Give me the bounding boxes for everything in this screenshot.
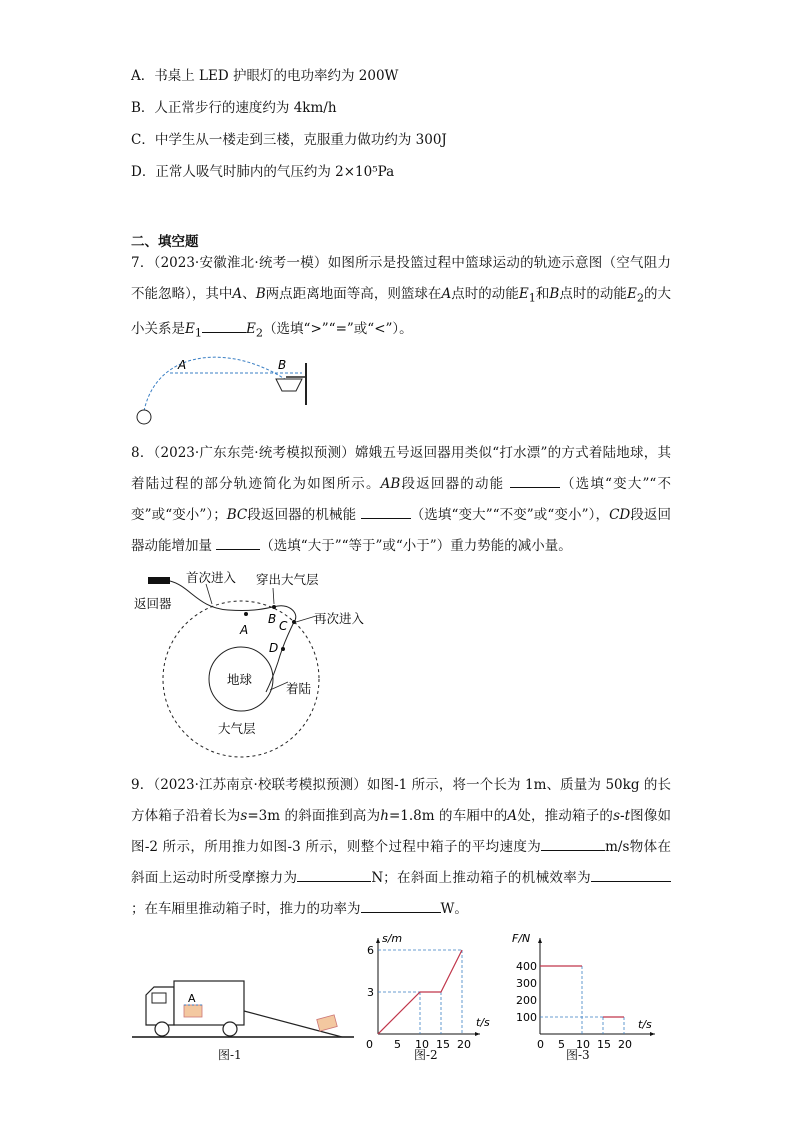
point-d-dot (281, 647, 285, 651)
blank-q7[interactable] (202, 318, 246, 333)
truck-figure (132, 965, 357, 1045)
x-tick-label: 10 (576, 1038, 590, 1051)
capsule-icon (148, 577, 170, 584)
point-c-dot (292, 620, 296, 624)
x-tick-label: 0 (537, 1038, 544, 1051)
front-wheel (155, 1022, 169, 1036)
option-d: D．正常人吸气时肺内的气压约为 2×10⁵Pa (131, 164, 395, 180)
y-axis-label: s/m (382, 932, 403, 945)
blank-q9-4[interactable] (361, 898, 441, 913)
y-axis-label: F/N (512, 932, 531, 945)
x-axis-arrow (650, 1032, 655, 1036)
x-tick-label: 20 (618, 1038, 632, 1051)
basketball-figure (130, 355, 320, 433)
blank-q8-2[interactable] (361, 504, 411, 519)
first-entry-label: 首次进入 (186, 570, 237, 585)
exit-pointer (273, 588, 274, 604)
y-tick-label: 400 (516, 960, 537, 973)
first-entry-pointer (206, 584, 212, 604)
atmosphere-label: 大气层 (218, 721, 256, 736)
point-c-label: C (279, 619, 288, 633)
ft-chart (510, 930, 660, 1055)
x-tick-label: 0 (366, 1038, 373, 1051)
section-title: 二、填空题 (131, 234, 199, 250)
reentry-pointer (296, 616, 316, 622)
point-a-dot (244, 612, 248, 616)
ball (137, 410, 151, 424)
blank-q9-3[interactable] (591, 867, 671, 882)
x-tick-label: 15 (597, 1038, 611, 1051)
x-tick-label: 5 (394, 1038, 401, 1051)
earth-label: 地球 (227, 672, 253, 687)
ramp-box (317, 1015, 337, 1031)
capsule-label: 返回器 (134, 596, 172, 611)
figure-1-caption: 图-1 (218, 1048, 242, 1062)
x-axis-label: t/s (638, 1018, 652, 1031)
y-tick-label: 200 (516, 994, 537, 1007)
blank-q8-3[interactable] (216, 535, 260, 550)
question-8: 8．（2023·广东东莞·统考模拟预测）嫦娥五号返回器用类似“打水漂”的方式着陆地球，其着陆过程的部分轨迹简化为如图所示。AB段返回器的动能 （选填“变大”“不变”或“变小”）；BC段返回器的机械能 （选填“变大”“不变”或“变小”），CD段返回器动能增加量 （选填“大于”“等于”或“小于”）重力势能的减小量。 (131, 445, 672, 554)
y-tick-label: 100 (516, 1011, 537, 1024)
y-axis-arrow (376, 938, 380, 943)
x-axis-label: t/s (476, 1016, 490, 1029)
option-c: C．中学生从一楼走到三楼，克服重力做功约为 300J (131, 132, 447, 148)
trajectory-path (144, 357, 296, 411)
point-b-label: B (268, 612, 277, 626)
x-tick-label: 15 (436, 1038, 450, 1051)
option-b: B．人正常步行的速度约为 4km/h (131, 100, 337, 116)
blank-q9-2[interactable] (297, 867, 371, 882)
st-chart (362, 930, 490, 1055)
y-tick-label: 3 (367, 986, 374, 999)
truck-window (152, 993, 166, 1003)
option-a: A．书桌上 LED 护眼灯的电功率约为 200W (131, 68, 399, 84)
figure-2-caption: 图-2 (414, 1048, 438, 1062)
point-a-label: A (240, 623, 249, 637)
cargo-box-a (184, 1005, 202, 1017)
landing-label: 着陆 (286, 681, 312, 696)
blank-q9-1[interactable] (541, 836, 605, 851)
point-a-label: A (178, 358, 187, 372)
question-7: 7．（2023·安徽淮北·统考一模）如图所示是投篮过程中篮球运动的轨迹示意图（空气阻力不能忽略），其中A、B两点距离地面等高，则篮球在A点时的动能$E_1$和B点时的动能$E_2$的大小关系是$E_1$ $E_2$（选填“>”“=”或“<”）。 (131, 255, 672, 340)
x-tick-label: 10 (415, 1038, 429, 1051)
point-b-dot (272, 605, 276, 609)
x-tick-label: 20 (457, 1038, 471, 1051)
reentry-label: 再次进入 (314, 611, 365, 626)
point-d-label: D (269, 641, 279, 655)
y-tick-label: 300 (516, 977, 537, 990)
y-tick-label: 6 (367, 944, 374, 957)
reentry-figure (128, 568, 388, 768)
x-axis-arrow (475, 1032, 480, 1036)
blank-q8-1[interactable] (510, 473, 560, 488)
box-a-label: A (188, 992, 196, 1005)
exit-label: 穿出大气层 (256, 572, 319, 587)
truck-container (174, 981, 244, 1025)
y-axis-arrow (538, 938, 542, 943)
x-tick-label: 5 (558, 1038, 565, 1051)
figure-3-caption: 图-3 (566, 1048, 590, 1062)
question-9: 9．（2023·江苏南京·校联考模拟预测）如图-1 所示，将一个长为 1m、质量为 50kg 的长方体箱子沿着长为s=3m 的斜面推到高为h=1.8m 的车厢中的A处，推动箱子的s-t图像如图-2 所示，所用推力如图-3 所示，则整个过程中箱子的平均速度为 m/s物体在斜面上运动时所受摩擦力为 N；在斜面上推动箱子的机械效率为；在车厢里推动箱子时，推力的功率为 W。 (131, 777, 672, 917)
point-b-label: B (278, 358, 287, 372)
rear-wheel (223, 1022, 237, 1036)
basket-net (276, 379, 302, 391)
